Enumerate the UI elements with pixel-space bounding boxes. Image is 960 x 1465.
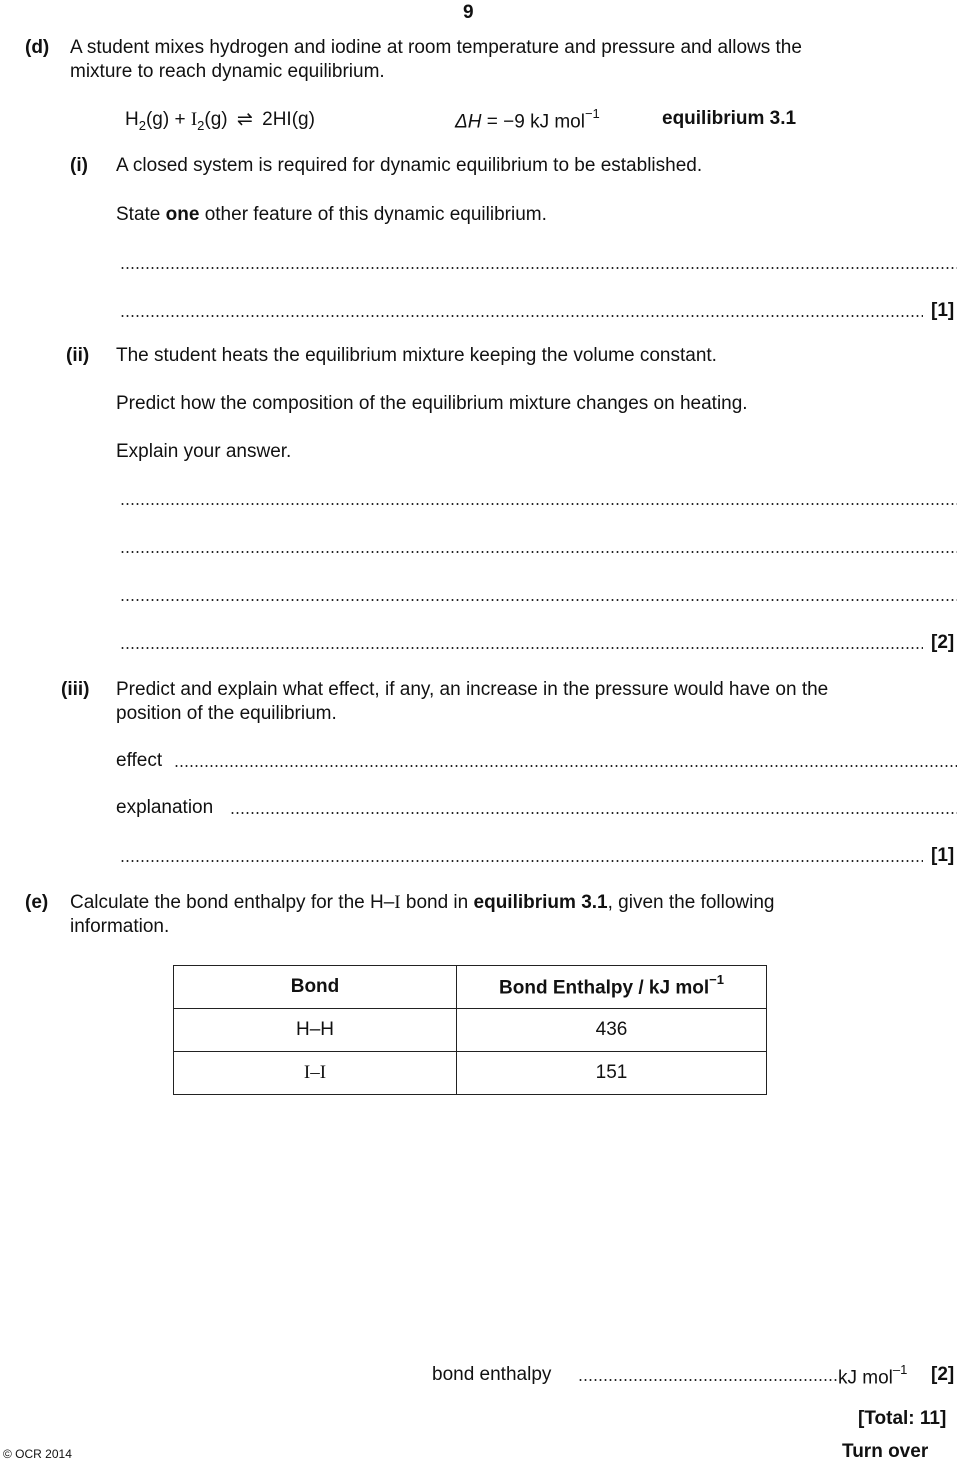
bond-enthalpy-label: bond enthalpy xyxy=(432,1364,552,1385)
eq-i: I xyxy=(190,109,198,130)
question-d-label: (d) xyxy=(25,37,50,58)
eq-g2: (g) xyxy=(204,109,228,130)
explanation-label: explanation xyxy=(116,797,214,818)
turn-over: Turn over xyxy=(842,1441,929,1462)
bond-enthalpy-unit-sup: –1 xyxy=(892,1362,908,1377)
bond-enthalpy-table xyxy=(173,965,767,1095)
eq-i-sub: 2 xyxy=(197,117,205,133)
part-i-marks: [1] xyxy=(931,300,955,321)
question-d-text-line2: mixture to reach dynamic equilibrium. xyxy=(70,61,385,82)
enthalpy-change xyxy=(455,108,600,133)
part-i-text1: A closed system is required for dynamic equilibrium to be established. xyxy=(116,155,703,176)
equilibrium-label: equilibrium 3.1 xyxy=(662,108,797,129)
answer-line-ii-2[interactable] xyxy=(120,536,957,554)
table-row xyxy=(174,1052,767,1095)
part-iii-text1: Predict and explain what effect, if any, an increase in the pressure would have on the xyxy=(116,679,829,700)
equilibrium-equation xyxy=(125,108,315,133)
table-cell-enthalpy: 151 xyxy=(457,1052,767,1095)
e-text1-c: equilibrium 3.1 xyxy=(473,892,608,913)
table-header-row xyxy=(174,966,767,1009)
effect-label: effect xyxy=(116,750,163,771)
dh-symbol: ΔH xyxy=(455,111,482,133)
part-i-text2-b: one xyxy=(165,204,200,225)
eq-product: 2HI(g) xyxy=(262,109,315,130)
dh-value: = −9 kJ mol xyxy=(481,111,585,133)
part-ii-text2: Predict how the composition of the equilibrium mixture changes on heating. xyxy=(116,393,748,414)
question-e-label: (e) xyxy=(25,892,49,913)
total-marks: [Total: 11] xyxy=(858,1408,947,1429)
eq-h: H xyxy=(125,109,139,130)
answer-line-ii-4[interactable] xyxy=(120,632,923,650)
part-ii-marks: [2] xyxy=(931,632,955,653)
question-d-text-line1: A student mixes hydrogen and iodine at room temperature and pressure and allows the xyxy=(70,37,802,58)
table-header-enthalpy xyxy=(457,966,767,1009)
table-cell-bond: H–H xyxy=(174,1009,457,1052)
answer-line-explanation-2[interactable] xyxy=(120,845,923,863)
dh-sup: −1 xyxy=(584,106,600,121)
table-header-bond: Bond xyxy=(174,966,457,1009)
eq-h-sub: 2 xyxy=(138,117,146,133)
part-ii-label: (ii) xyxy=(66,345,90,366)
part-i-text2 xyxy=(116,204,547,226)
copyright-footer: © OCR 2014 xyxy=(3,1447,72,1461)
part-ii-text3: Explain your answer. xyxy=(116,441,292,462)
page-number: 9 xyxy=(463,2,474,23)
equilibrium-arrow-icon: ⇌ xyxy=(236,109,253,130)
part-i-text2-a: State xyxy=(116,204,166,225)
table-header-enthalpy-sup: −1 xyxy=(709,972,724,988)
e-text1-b: bond in xyxy=(400,892,474,913)
part-ii-text1: The student heats the equilibrium mixture keeping the volume constant. xyxy=(116,345,717,366)
answer-line-ii-3[interactable] xyxy=(120,584,957,602)
part-iii-label: (iii) xyxy=(61,679,90,700)
table-cell-bond: I–I xyxy=(174,1052,457,1095)
table-row xyxy=(174,1009,767,1052)
bond-enthalpy-unit xyxy=(838,1364,907,1389)
table-cell-enthalpy: 436 xyxy=(457,1009,767,1052)
part-iii-marks: [1] xyxy=(931,845,955,866)
e-text1-d: , given the following xyxy=(607,892,775,913)
part-iii-text2: position of the equilibrium. xyxy=(116,703,337,724)
answer-line-i-2[interactable] xyxy=(120,300,923,318)
eq-g1: (g) + xyxy=(145,109,191,130)
answer-line-ii-1[interactable] xyxy=(120,488,957,506)
question-e-text1 xyxy=(70,892,775,914)
answer-line-i-1[interactable] xyxy=(120,252,957,270)
answer-line-bond-enthalpy[interactable] xyxy=(578,1364,838,1382)
question-e-text2: information. xyxy=(70,916,170,937)
answer-line-effect[interactable] xyxy=(174,750,957,768)
table-header-enthalpy-text: Bond Enthalpy / kJ mol xyxy=(499,977,710,999)
part-e-marks: [2] xyxy=(931,1364,955,1385)
part-i-label: (i) xyxy=(70,155,88,176)
bond-enthalpy-unit-text: kJ mol xyxy=(838,1367,893,1389)
part-i-text2-c: other feature of this dynamic equilibrium. xyxy=(199,204,547,225)
e-text1-a: Calculate the bond enthalpy for the H– xyxy=(70,892,395,913)
answer-line-explanation-1[interactable] xyxy=(230,797,957,815)
e-text1-i: I xyxy=(394,892,401,913)
